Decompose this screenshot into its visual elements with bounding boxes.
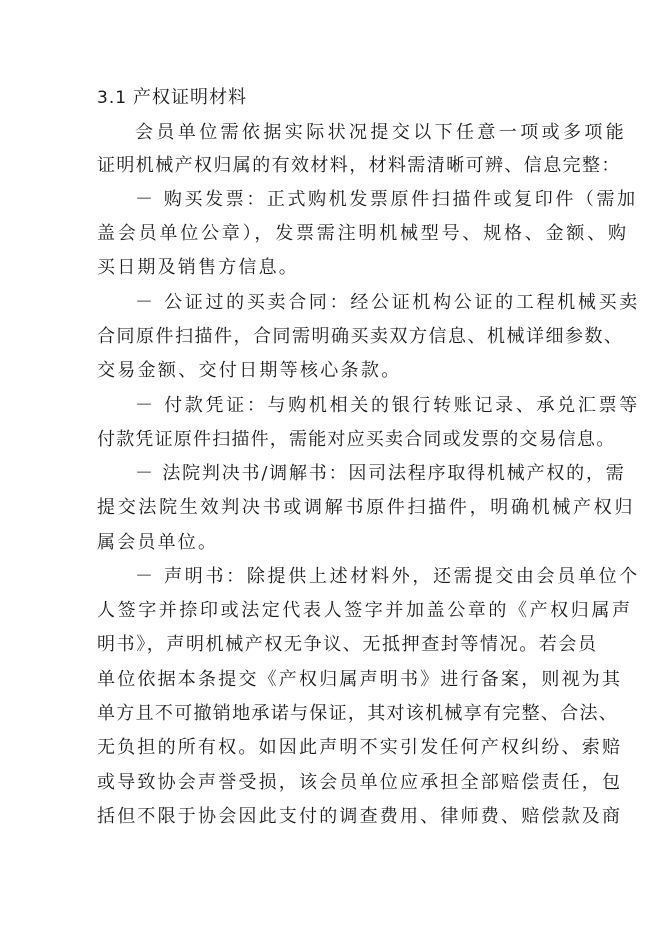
- paragraph-line: 单位依据本条提交《产权归属声明书》进行备案，则视为其: [97, 669, 623, 690]
- paragraph-line: － 付款凭证：与购机相关的银行转账记录、承兑汇票等: [135, 395, 640, 416]
- paragraph-line: 盖会员单位公章），发票需注明机械型号、规格、金额、购: [97, 223, 629, 244]
- paragraph-line: 括但不限于协会因此支付的调查费用、律师费、赔偿款及商: [97, 806, 623, 827]
- paragraph-line: 交易金额、交付日期等核心条款。: [97, 360, 402, 381]
- paragraph-line: 会员单位需依据实际状况提交以下任意一项或多项能: [135, 122, 628, 143]
- paragraph-line: － 声明书：除提供上述材料外，还需提交由会员单位个: [135, 566, 640, 587]
- section-title: 产权证明材料: [133, 87, 248, 108]
- paragraph-line: 无负担的所有权。如因此声明不实引发任何产权纠纷、索赔: [97, 737, 623, 758]
- paragraph-line: － 公证过的买卖合同：经公证机构公证的工程机械买卖: [135, 292, 640, 313]
- section-heading: [97, 86, 247, 110]
- paragraph-line: 付款凭证原件扫描件，需能对应买卖合同或发票的交易信息。: [97, 429, 616, 450]
- paragraph-line: 提交法院生效判决书或调解书原件扫描件，明确机械产权归: [97, 497, 636, 518]
- section-number: 3.1: [97, 88, 128, 108]
- paragraph-line: － 购买发票：正式购机发票原件扫描件或复印件（需加: [135, 189, 638, 210]
- paragraph-line: 买日期及销售方信息。: [97, 257, 299, 278]
- paragraph-line: 证明机械产权归属的有效材料，材料需清晰可辨、信息完整：: [97, 155, 621, 176]
- paragraph-line: 明书》，声明机械产权无争议、无抵押查封等情况。若会员: [97, 634, 598, 655]
- paragraph-line: 单方且不可撤销地承诺与保证，其对该机械享有完整、合法、: [97, 703, 619, 724]
- paragraph-line: 人签字并捺印或法定代表人签字并加盖公章的《产权归属声: [97, 600, 633, 621]
- paragraph-line: － 法院判决书/调解书：因司法程序取得机械产权的，需: [135, 463, 626, 484]
- paragraph-line: 合同原件扫描件，合同需明确买卖双方信息、机械详细参数、: [97, 326, 624, 347]
- paragraph-line: 或导致协会声誉受损，该会员单位应承担全部赔偿责任，包: [97, 772, 623, 793]
- paragraph-line: 属会员单位。: [97, 532, 219, 553]
